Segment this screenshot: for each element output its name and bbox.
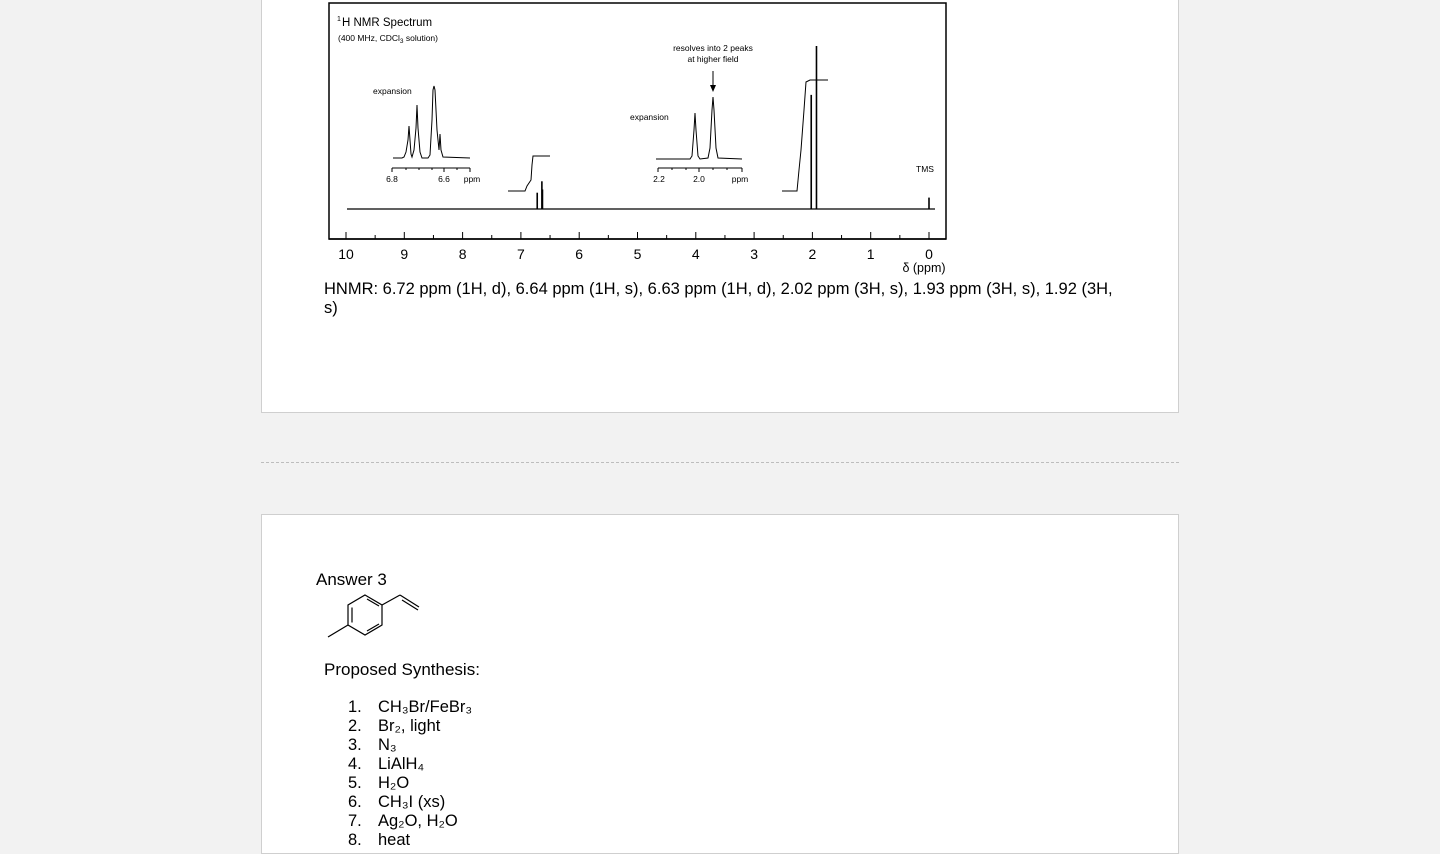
axis-tick-label: 7 xyxy=(517,246,525,262)
step-text: H₂O xyxy=(378,774,410,792)
integration-aromatic xyxy=(508,156,550,191)
nmr-spectrum-figure xyxy=(0,0,1440,290)
axis-tick-label: 8 xyxy=(458,246,467,262)
synthesis-step xyxy=(348,698,472,717)
annotation-line2: at higher field xyxy=(687,54,739,64)
step-text: CH₃Br/FeBr₃ xyxy=(378,698,473,716)
step-text: Br₂, light xyxy=(378,717,441,735)
axis-tick-label: 6 xyxy=(575,246,584,262)
integration-methyl xyxy=(782,80,828,191)
step-text: N₃ xyxy=(378,736,397,754)
inset-right-tick-unit: ppm xyxy=(731,174,749,184)
axis-tick-label: 9 xyxy=(400,246,409,262)
inset-left-tick-0: 6.8 xyxy=(386,174,398,184)
synthesis-title: Proposed Synthesis: xyxy=(324,660,480,679)
synthesis-step xyxy=(348,755,472,774)
synthesis-step xyxy=(348,812,472,831)
inset-left-tick-unit: ppm xyxy=(463,174,481,184)
inset-right-ticks xyxy=(658,168,742,172)
inset-right-tick-0: 2.2 xyxy=(653,174,665,184)
step-number: 8. xyxy=(348,831,362,849)
axis-tick-label: 3 xyxy=(750,246,758,262)
inset-left-trace xyxy=(393,86,470,158)
tms-label: TMS xyxy=(916,164,934,174)
benzene-ring xyxy=(348,595,382,635)
inset-left-tick-1: 6.6 xyxy=(438,174,450,184)
annotation-line1: resolves into 2 peaks xyxy=(673,43,753,53)
step-number: 3. xyxy=(348,736,362,754)
axis-tick-label: 2 xyxy=(808,246,817,262)
synthesis-step xyxy=(348,736,472,755)
structure-4-methylstyrene xyxy=(318,590,428,642)
step-number: 5. xyxy=(348,774,362,792)
synthesis-steps xyxy=(348,698,472,850)
synthesis-step xyxy=(348,831,472,850)
axis-tick-label: 5 xyxy=(633,246,642,262)
axis-tick-label: 0 xyxy=(925,246,933,262)
step-text: CH₃I (xs) xyxy=(378,793,446,811)
step-number: 2. xyxy=(348,717,362,735)
synthesis-step xyxy=(348,793,472,812)
section-divider xyxy=(261,462,1179,463)
inset-right-trace xyxy=(656,97,742,159)
step-number: 6. xyxy=(348,793,362,811)
step-number: 7. xyxy=(348,812,362,830)
step-text: LiAlH₄ xyxy=(378,755,425,773)
step-text: Ag₂O, H₂O xyxy=(378,812,458,830)
synthesis-step xyxy=(348,774,472,793)
inset-left-ticks xyxy=(392,168,470,172)
step-number: 1. xyxy=(348,698,362,716)
title-superscript: 1 xyxy=(337,16,341,23)
step-text: heat xyxy=(378,831,411,849)
methyl-bond xyxy=(328,625,348,637)
vinyl-bond xyxy=(382,595,400,605)
spectrum-title: H NMR Spectrum xyxy=(342,17,433,29)
axis-tick-label: 1 xyxy=(866,246,875,262)
axis-tick-label: 4 xyxy=(691,246,700,262)
expansion-label-right: expansion xyxy=(630,112,669,122)
axis-tick-label: 10 xyxy=(338,246,354,262)
spectrum-subtitle: (400 MHz, CDCl$_3$ solution) xyxy=(338,33,438,45)
axis-label: δ (ppm) xyxy=(902,261,946,275)
expansion-label-left: expansion xyxy=(373,86,412,96)
inset-right-tick-1: 2.0 xyxy=(693,174,705,184)
answer-label: Answer 3 xyxy=(316,570,387,589)
ppm-axis-ticks xyxy=(338,232,933,262)
step-number: 4. xyxy=(348,755,362,773)
synthesis-step xyxy=(348,717,472,736)
spectrum-peaks xyxy=(537,46,929,209)
hnmr-data-text: HNMR: 6.72 ppm (1H, d), 6.64 ppm (1H, s), 6.63 ppm (1H, d), 2.02 ppm (3H, s), 1.93 ppm (3H, s), 1.92 (3H, s) xyxy=(324,280,1113,317)
annotation-arrow-head xyxy=(710,85,716,92)
